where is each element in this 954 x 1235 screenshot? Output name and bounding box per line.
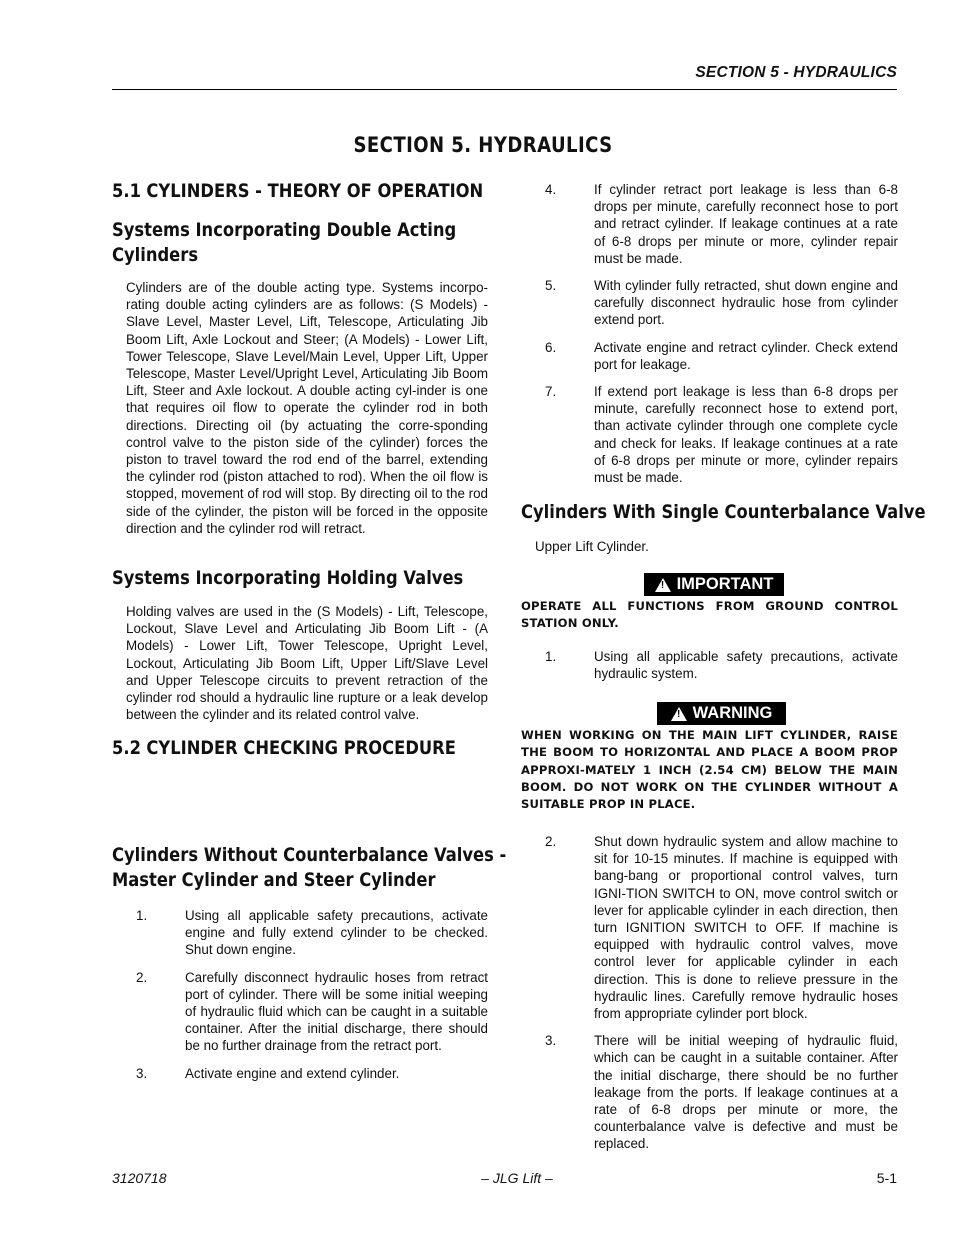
warning-label: WARNING — [692, 704, 773, 722]
list-item — [136, 1065, 488, 1082]
list-text: Using all applicable safety precautions, activate engine and fully extend cylinder to be checked. Shut down engine. — [185, 908, 488, 958]
heading-number: 5.2 — [112, 737, 141, 759]
steps-list-4-7 — [545, 181, 898, 486]
list-item — [136, 907, 488, 959]
important-badge — [644, 573, 784, 596]
list-item — [545, 1032, 898, 1152]
footer-center — [0, 1170, 954, 1186]
list-text: If cylinder retract port leakage is less than 6-8 drops per minute, carefully reconnect hose to port and retract cylinder. If leakage continues at a rate of 6-8 drops per minute or more, cylinder repair must be made. — [594, 182, 898, 266]
heading-line: Systems Incorporating Double Acting — [112, 219, 457, 241]
list-number: 6. — [545, 339, 557, 355]
list-number: 5. — [545, 278, 557, 294]
steps-list-b — [545, 833, 898, 1153]
list-item — [545, 833, 898, 1022]
heading-double-acting — [112, 218, 456, 268]
list-number: 1. — [136, 908, 148, 923]
footer-brand: – JLG Lift – — [481, 1170, 553, 1186]
list-number: 2. — [545, 834, 557, 849]
list-text: With cylinder fully retracted, shut down engine and carefully disconnect hydraulic hose from cylinder extend port. — [594, 278, 898, 328]
heading-line: Cylinders — [112, 244, 199, 266]
list-item — [545, 383, 898, 486]
header-rule — [112, 89, 897, 90]
important-label: IMPORTANT — [676, 575, 774, 593]
list-item — [545, 339, 898, 373]
steps-list-1-3 — [136, 907, 488, 1082]
heading-line: Cylinders Without Counterbalance Valves - — [112, 844, 507, 866]
heading-text: CYLINDER CHECKING PROCEDURE — [146, 737, 456, 759]
paragraph-upper-lift: Upper Lift Cylinder. — [535, 539, 649, 554]
heading-text: CYLINDERS - THEORY OF OPERATION — [146, 180, 484, 202]
list-number: 4. — [545, 182, 557, 197]
list-number: 1. — [545, 649, 557, 664]
list-text: There will be initial weeping of hydraulic fluid, which can be caught in a suitable container. After the initial discharge, there should be no further leakage from the ports. If leakage continues at a rate of 6-8 drops per minute or more, the counterbalance valve is defective and must be replaced. — [594, 1033, 898, 1152]
heading-without-counterbalance — [112, 843, 506, 893]
list-item — [545, 181, 898, 267]
page-title: SECTION 5. HYDRAULICS — [353, 133, 613, 157]
paragraph-holding-valves: Holding valves are used in the (S Models) - Lift, Telescope, Lockout, Slave Level and Articulating Jib Boom Lift - (A Models) - Lower Lift, Tower Telescope, Upright Level, Lockout, Articulating Jib Boom Lift, Upper Lift/Slave Level and Upper Telescope circuits to prevent retraction of the cylinder rod should a hydraulic line rupture or a leak develop between the cylinder and its related control valve. — [126, 604, 488, 723]
list-number: 3. — [545, 1033, 557, 1049]
steps-list-a — [545, 648, 898, 682]
list-item — [545, 277, 898, 329]
footer-page-number: 5-1 — [876, 1170, 897, 1186]
alert-triangle-icon: ! — [655, 578, 671, 592]
list-text: Activate engine and extend cylinder. — [185, 1065, 400, 1081]
list-text: Shut down hydraulic system and allow machine to sit for 10-15 minutes. If machine is equipped with bang-bang or proportional control valves, turn IGNI-TION SWITCH to ON, move control switch or lever for applicable cylinder in each direction, then turn IGNITION SWITCH to OFF. If machine is equipped with hydraulic control valves, move control lever for applicable cylinder in each direction. This is done to relieve pressure in the hydraulic lines. Carefully remove hydraulic hoses from appropriate cylinder port block. — [594, 834, 898, 1022]
paragraph-double-acting: Cylinders are of the double acting type. Systems incorpo-rating double acting cylinders are as follows: (S Models) - Slave Level, Master Level, Lift, Telescope, Articulating Jib Boom Lift, Axle Lockout and Steer; (A Models) - Lower Lift, Tower Telescope, Slave Level/Main Level, Upper Lift, Upper Telescope, Master Level/Upright Level, Articulating Jib Boom Lift, Steer and Axle lockout. A double acting cyl-inder is one that requires oil flow to operate the cylinder rod in both directions. Directing oil (by actuating the corre-sponding control valve to the piston side of the cylinder) forces the piston to travel toward the rod end of the barrel, extending the cylinder rod (piston attached to rod). When the oil flow is stopped, movement of rod will stop. By directing oil to the rod side of the cylinder, the piston will be forced in the opposite direction and the cylinder rod will retract. — [126, 280, 488, 536]
list-number: 2. — [136, 969, 148, 985]
important-notice: OPERATE ALL FUNCTIONS FROM GROUND CONTROL STATION ONLY. — [521, 599, 898, 631]
list-number: 3. — [136, 1065, 148, 1081]
footer-doc-number: 3120718 — [112, 1170, 167, 1186]
warning-badge — [657, 702, 786, 725]
running-header: SECTION 5 - HYDRAULICS — [695, 64, 897, 81]
heading-line: Master Cylinder and Steer Cylinder — [112, 869, 436, 891]
list-item — [545, 648, 898, 682]
heading-single-counterbalance: Cylinders With Single Counterbalance Valve — [521, 501, 926, 523]
list-text: If extend port leakage is less than 6-8 drops per minute, carefully reconnect hose to extend port, than activate cylinder through one complete cycle and check for leaks. If leakage continues at a rate of 6-8 drops per minute or more, cylinder repairs must be made. — [594, 384, 898, 486]
heading-5-1 — [112, 180, 483, 202]
heading-5-2 — [112, 737, 456, 759]
list-text: Carefully disconnect hydraulic hoses from retract port of cylinder. There will be some initial weeping of hydraulic fluid which can be caught in a suitable container. After the initial discharge, there should be no further drainage from the retract port. — [185, 969, 488, 1054]
alert-triangle-icon: ! — [671, 707, 687, 721]
list-item — [136, 969, 488, 1055]
list-text: Using all applicable safety precautions, activate hydraulic system. — [594, 649, 898, 682]
warning-notice: WHEN WORKING ON THE MAIN LIFT CYLINDER, RAISE THE BOOM TO HORIZONTAL AND PLACE A BOOM PROP APPROXI-MATELY 1 INCH (2.54 CM) BELOW THE MAIN BOOM. DO NOT WORK ON THE CYLINDER WITHOUT A SUITABLE PROP IN PLACE. — [521, 728, 898, 812]
list-text: Activate engine and retract cylinder. Check extend port for leakage. — [594, 339, 898, 372]
heading-number: 5.1 — [112, 180, 141, 202]
list-number: 7. — [545, 384, 557, 400]
heading-holding-valves: Systems Incorporating Holding Valves — [112, 567, 464, 589]
